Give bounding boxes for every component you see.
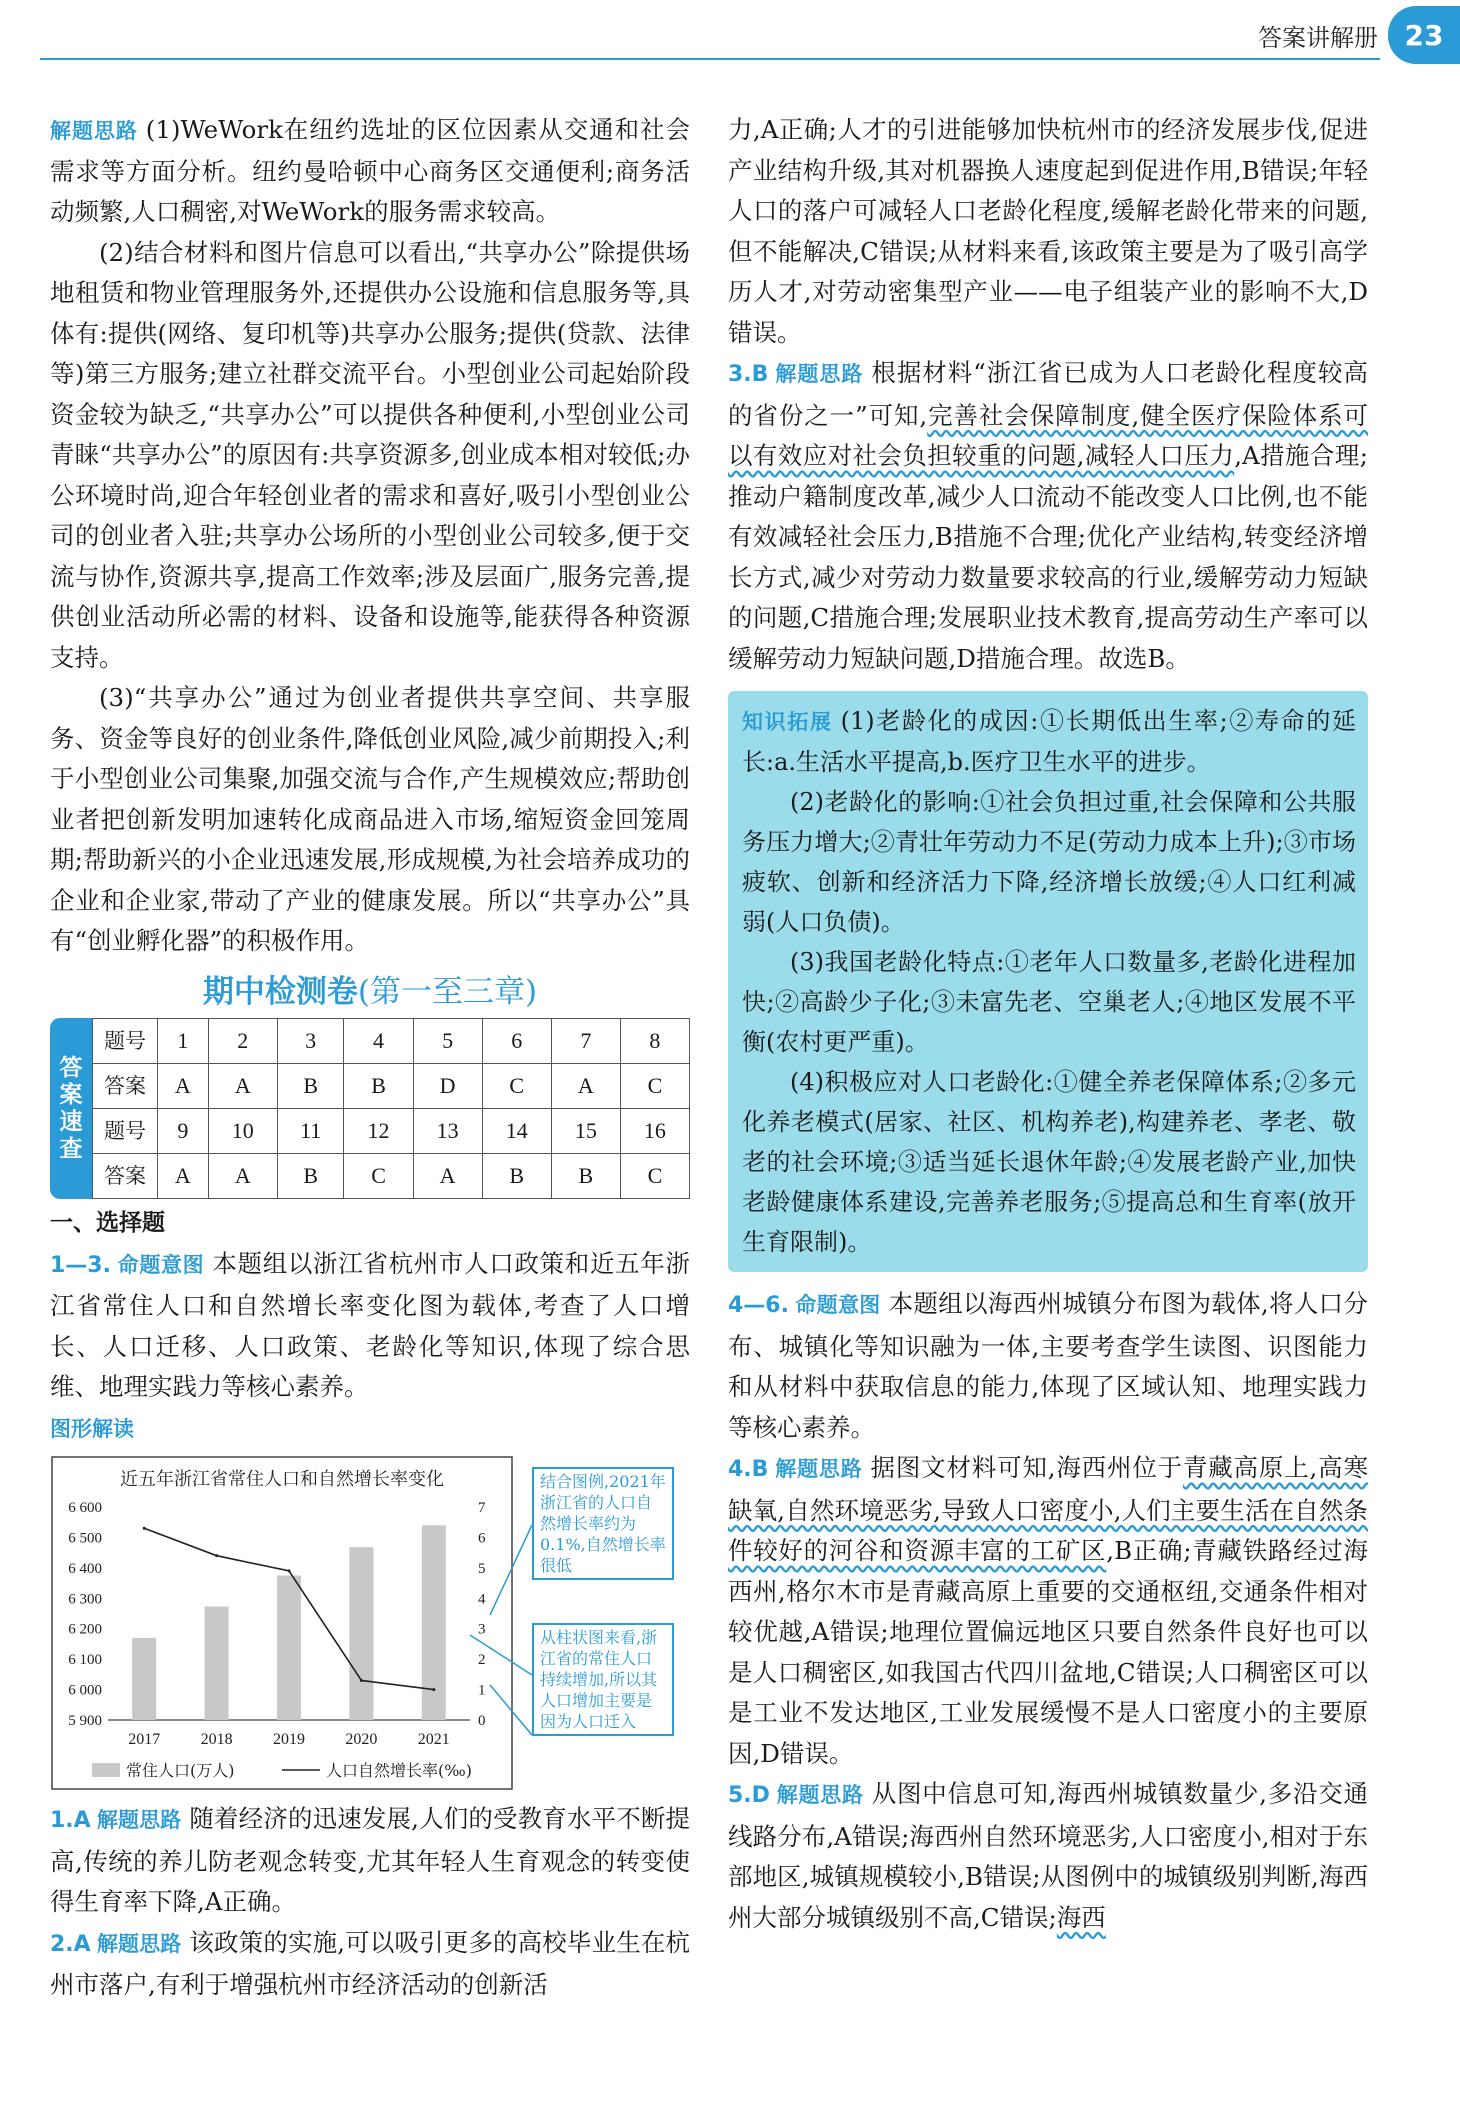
legend-line-label: 人口自然增长率(‰)	[326, 1761, 472, 1780]
left-column	[50, 110, 690, 2006]
question-number: 5.D	[728, 1783, 770, 1808]
x-tick-label: 2018	[200, 1731, 233, 1748]
right-para-1: 力,A正确;人才的引进能够加快杭州市的经济发展步伐,促进产业结构升级,其对机器换人速度起到促进作用,B错误;年轻人口的落户可减轻人口老龄化程度,缓解老龄化带来的问题,但不能解决,C错误;从材料来看,该政策主要是为了吸引高学历人才,对劳动密集型产业——电子组装产业的影响不大,D错误。	[728, 115, 1368, 347]
header-title: 答案讲解册	[1258, 24, 1378, 52]
figure-reading-label	[50, 1408, 690, 1450]
table-row	[93, 1109, 690, 1154]
question-number: 4.B	[728, 1457, 769, 1482]
section-title-paren: (第一至三章)	[357, 973, 538, 1010]
right-column	[728, 110, 1368, 1938]
left-para-3: (3)“共享办公”通过为创业者提供共享空间、共享服务、资金等良好的创业条件,降低创业风险,减少前期投入;利于小型创业公司集聚,加强交流与合作,产生规模效应;帮助创业者把创新发明加速转化成商品进入市场,缩短资金回笼周期;帮助新兴的小企业迅速发展,形成规模,为社会培养成功的企业和企业家,带动了产业的健康发展。所以“共享办公”具有“创业孵化器”的积极作用。	[50, 683, 690, 955]
tag-knowledge: 知识拓展	[742, 710, 833, 734]
tag-intent: 命题意图	[794, 1293, 881, 1317]
table-cell: B	[344, 1064, 413, 1109]
y-right-tick-label: 7	[478, 1500, 486, 1516]
x-tick-label: 2017	[128, 1731, 161, 1748]
question-number: 4—6.	[728, 1293, 789, 1318]
legend-bar-swatch	[92, 1763, 120, 1777]
table-row	[93, 1064, 690, 1109]
table-cell: C	[620, 1064, 689, 1109]
q4-text-a: 据图文材料可知,海西州位于	[870, 1453, 1183, 1482]
table-row	[93, 1154, 690, 1199]
knowledge-box	[728, 691, 1368, 1272]
table-cell: 8	[620, 1019, 689, 1064]
table-cell: B	[277, 1154, 344, 1199]
kb-para-2: (2)老龄化的影响:①社会负担过重,社会保障和公共服务压力增大;②青壮年劳动力不足(劳动力成本上升);③市场疲软、创新和经济活力下降,经济增长放缓;④人口红利减弱(人口负债)。	[742, 788, 1356, 936]
table-cell: 13	[413, 1109, 482, 1154]
table-cell: C	[620, 1154, 689, 1199]
q3-text-a: 根据材料“浙江省已成为人口老龄化程度较高的省份之一”可知,	[728, 358, 1368, 430]
q4-6-intent-text: 本题组以海西州城镇分布图为载体,将人口分布、城镇化等知识融为一体,主要考查学生读图、识图能力和从材料中获取信息的能力,体现了区域认知、地理实践力等核心素养。	[728, 1289, 1368, 1442]
table-cell: 4	[344, 1019, 413, 1064]
answer-side-char: 答	[59, 1054, 83, 1081]
y-left-tick-label: 6 600	[68, 1500, 102, 1516]
table-cell: 11	[277, 1109, 344, 1154]
q2-answer-text: 该政策的实施,可以吸引更多的高校毕业生在杭州市落户,有利于增强杭州市经济活动的创新活	[50, 1927, 690, 1999]
kb-para-1	[742, 701, 1356, 782]
table-cell: A	[208, 1154, 277, 1199]
y-right-tick-label: 2	[478, 1652, 486, 1669]
kb-para-4: (4)积极应对人口老龄化:①健全养老保障体系;②多元化养老模式(居家、社区、机构养老),构建养老、孝老、敬老的社会环境;③适当延长退休年龄;④发展老龄产业,加快老龄健康体系建设,完善养老服务;⑤提高总和生育率(放开生育限制)。	[742, 1068, 1356, 1256]
table-cell: 答案	[93, 1064, 158, 1109]
y-left-tick-label: 6 300	[68, 1591, 102, 1608]
y-left-tick-label: 6 100	[68, 1652, 102, 1669]
table-cell: 2	[208, 1019, 277, 1064]
bar-population	[205, 1607, 229, 1720]
x-tick-label: 2019	[273, 1731, 305, 1748]
x-tick-label: 2020	[345, 1731, 378, 1748]
answer-quick-check	[50, 1018, 690, 1199]
q1-answer-text: 随着经济的迅速发展,人们的受教育水平不断提高,传统的养儿防老观念转变,尤其年轻人生育观念的转变使得生育率下降,A正确。	[50, 1804, 690, 1916]
point-growth-rate	[360, 1679, 363, 1682]
table-cell: D	[413, 1064, 482, 1109]
answer-side-label	[50, 1018, 92, 1199]
q5-answer	[728, 1774, 1368, 1938]
point-growth-rate	[215, 1554, 218, 1557]
legend-bar-label: 常住人口(万人)	[126, 1761, 235, 1780]
y-right-tick-label: 4	[478, 1591, 486, 1608]
left-para-1-text: (1)WeWork在纽约选址的区位因素从交通和社会需求等方面分析。纽约曼哈顿中心商务区交通便利;商务活动频繁,人口稠密,对WeWork的服务需求较高。	[50, 115, 691, 226]
y-right-tick-label: 6	[478, 1530, 486, 1547]
q4-answer	[728, 1448, 1368, 1774]
table-cell: 题号	[93, 1019, 158, 1064]
chart-title: 近五年浙江省常住人口和自然增长率变化	[120, 1469, 444, 1490]
point-growth-rate	[288, 1569, 291, 1572]
table-cell: 1	[158, 1019, 209, 1064]
left-para-1	[50, 110, 690, 233]
answer-side-char: 案	[59, 1081, 83, 1108]
q5-text-a: 从图中信息可知,海西州城镇数量少,多沿交通线路分布,A错误;海西州自然环境恶劣,人口密度小,相对于东部地区,城镇规模较小,B错误;从图例中的城镇级别判断,海西州大部分城镇级别不高,C错误;	[728, 1779, 1368, 1932]
y-right-tick-label: 5	[478, 1560, 486, 1577]
tag-solution: 解题思路	[775, 1783, 864, 1807]
table-cell: C	[344, 1154, 413, 1199]
q1-3-intent	[50, 1244, 690, 1408]
y-left-tick-label: 6 200	[68, 1621, 102, 1638]
page-header	[0, 0, 1460, 80]
tag-solution: 解题思路	[774, 362, 864, 386]
bar-population	[277, 1575, 301, 1720]
tag-solution: 解题思路	[50, 119, 138, 143]
q1-answer	[50, 1799, 690, 1923]
tag-intent: 命题意图	[116, 1252, 205, 1277]
table-cell: A	[208, 1064, 277, 1109]
chart-note-growth-rate: 结合图例,2021年浙江省的人口自然增长率约为0.1%,自然增长率很低	[532, 1467, 674, 1580]
table-cell: A	[551, 1064, 620, 1109]
table-cell: 7	[551, 1019, 620, 1064]
y-left-tick-label: 6 400	[68, 1560, 102, 1577]
table-row	[93, 1019, 690, 1064]
question-number: 1.A	[50, 1808, 91, 1833]
tag-figure: 图形解读	[50, 1416, 134, 1441]
q3-underlined: 完善社会保障制度,健全医疗保险体系可以有效应对社会负担较重的问题,减轻人口压力	[728, 400, 1368, 470]
left-para-2: (2)结合材料和图片信息可以看出,“共享办公”除提供场地租赁和物业管理服务外,还提供办公设施和信息服务等,具体有:提供(网络、复印机等)共享办公服务;提供(贷款、法律等)第三方服务;建立社群交流平台。小型创业公司起始阶段资金较为缺乏,“共享办公”可以提供各种便利,小型创业公司青睐“共享办公”的原因有:共享资源多,创业成本相对较低;办公环境时尚,迎合年轻创业者的需求和喜好,吸引小型创业公司的创业者入驻;共享办公场所的小型创业公司较多,便于交流与协作,资源共享,提高工作效率;涉及层面广,服务完善,提供创业活动所必需的材料、设备和设施等,能获得各种资源支持。	[50, 237, 690, 672]
question-number: 3.B	[728, 362, 769, 387]
table-cell: A	[158, 1064, 209, 1109]
table-cell: 9	[158, 1109, 209, 1154]
question-number: 2.A	[50, 1931, 91, 1957]
y-right-tick-label: 0	[478, 1713, 486, 1729]
bar-population	[132, 1638, 156, 1720]
part-heading: 一、选择题	[50, 1210, 165, 1236]
table-cell: C	[482, 1064, 551, 1109]
point-growth-rate	[432, 1688, 435, 1691]
q1-3-intent-text: 本题组以浙江省杭州市人口政策和近五年浙江省常住人口和自然增长率变化图为载体,考查了人口增长、人口迁移、人口政策、老龄化等知识,体现了综合思维、地理实践力等核心素养。	[50, 1248, 690, 1401]
tag-solution: 解题思路	[96, 1808, 182, 1832]
question-number: 1—3.	[50, 1252, 111, 1278]
table-cell: 16	[620, 1109, 689, 1154]
y-left-tick-label: 6 500	[68, 1530, 102, 1547]
y-right-tick-label: 1	[478, 1682, 486, 1699]
table-cell: A	[158, 1154, 209, 1199]
q4-underlined: 青藏高原上,高寒缺氧,自然环境恶劣,导致人口密度小,人们主要生活在自然条件较好的河谷和资源丰富的工矿区	[728, 1453, 1368, 1565]
q4-text-b: ,B正确;青藏铁路经过海西州,格尔木市是青藏高原上重要的交通枢纽,交通条件相对较优越,A错误;地理位置偏远地区只要自然条件良好也可以是人口稠密区,如我国古代四川盆地,C错误;人口稠密区可以是工业不发达地区,工业发展缓慢不是人口密度小的主要原因,D错误。	[728, 1536, 1369, 1768]
y-right-tick-label: 3	[478, 1621, 486, 1638]
answer-side-char: 查	[59, 1135, 83, 1162]
y-left-tick-label: 6 000	[68, 1682, 102, 1699]
table-cell: 10	[208, 1109, 277, 1154]
header-rule	[40, 58, 1380, 60]
x-tick-label: 2021	[417, 1731, 450, 1748]
kb-para-1-text: (1)老龄化的成因:①长期低出生率;②寿命的延长:a.生活水平提高,b.医疗卫生水平的进步。	[742, 707, 1356, 776]
table-cell: 14	[482, 1109, 551, 1154]
chart-note-population: 从柱状图来看,浙江省的常住人口持续增加,所以其人口增加主要是因为人口迁入	[532, 1623, 674, 1736]
answer-table	[92, 1018, 690, 1199]
table-cell: 题号	[93, 1109, 158, 1154]
page-number: 23	[1388, 6, 1460, 64]
section-title-main: 期中检测卷	[202, 973, 358, 1010]
answer-side-char: 速	[59, 1108, 83, 1135]
population-chart	[50, 1455, 690, 1795]
point-growth-rate	[143, 1527, 146, 1530]
kb-para-3: (3)我国老龄化特点:①老年人口数量多,老龄化进程加快;②高龄少子化;③未富先老、空巢老人;④地区发展不平衡(农村更严重)。	[742, 948, 1356, 1056]
q3-text-b: ,A措施合理;推动户籍制度改革,减少人口流动不能改变人口比例,也不能有效减轻社会压力,B措施不合理;优化产业结构,转变经济增长方式,减少对劳动力数量要求较高的行业,缓解劳动力短缺的问题,C措施合理;发展职业技术教育,提高劳动生产率可以缓解劳动力短缺问题,D措施合理。故选B。	[728, 441, 1368, 673]
table-cell: 5	[413, 1019, 482, 1064]
q3-answer	[728, 353, 1368, 679]
q4-6-intent	[728, 1284, 1368, 1448]
table-cell: 答案	[93, 1154, 158, 1199]
table-cell: B	[551, 1154, 620, 1199]
table-cell: 6	[482, 1019, 551, 1064]
section-title	[50, 972, 690, 1013]
table-cell: B	[277, 1064, 344, 1109]
tag-solution: 解题思路	[96, 1931, 182, 1956]
table-cell: B	[482, 1154, 551, 1199]
table-cell: 12	[344, 1109, 413, 1154]
table-cell: A	[413, 1154, 482, 1199]
tag-solution: 解题思路	[774, 1457, 863, 1481]
table-cell: 3	[277, 1019, 344, 1064]
bar-population	[349, 1547, 373, 1720]
y-left-tick-label: 5 900	[68, 1713, 102, 1729]
q2-answer	[50, 1923, 690, 2006]
q5-underlined: 海西	[1056, 1902, 1106, 1932]
table-cell: 15	[551, 1109, 620, 1154]
